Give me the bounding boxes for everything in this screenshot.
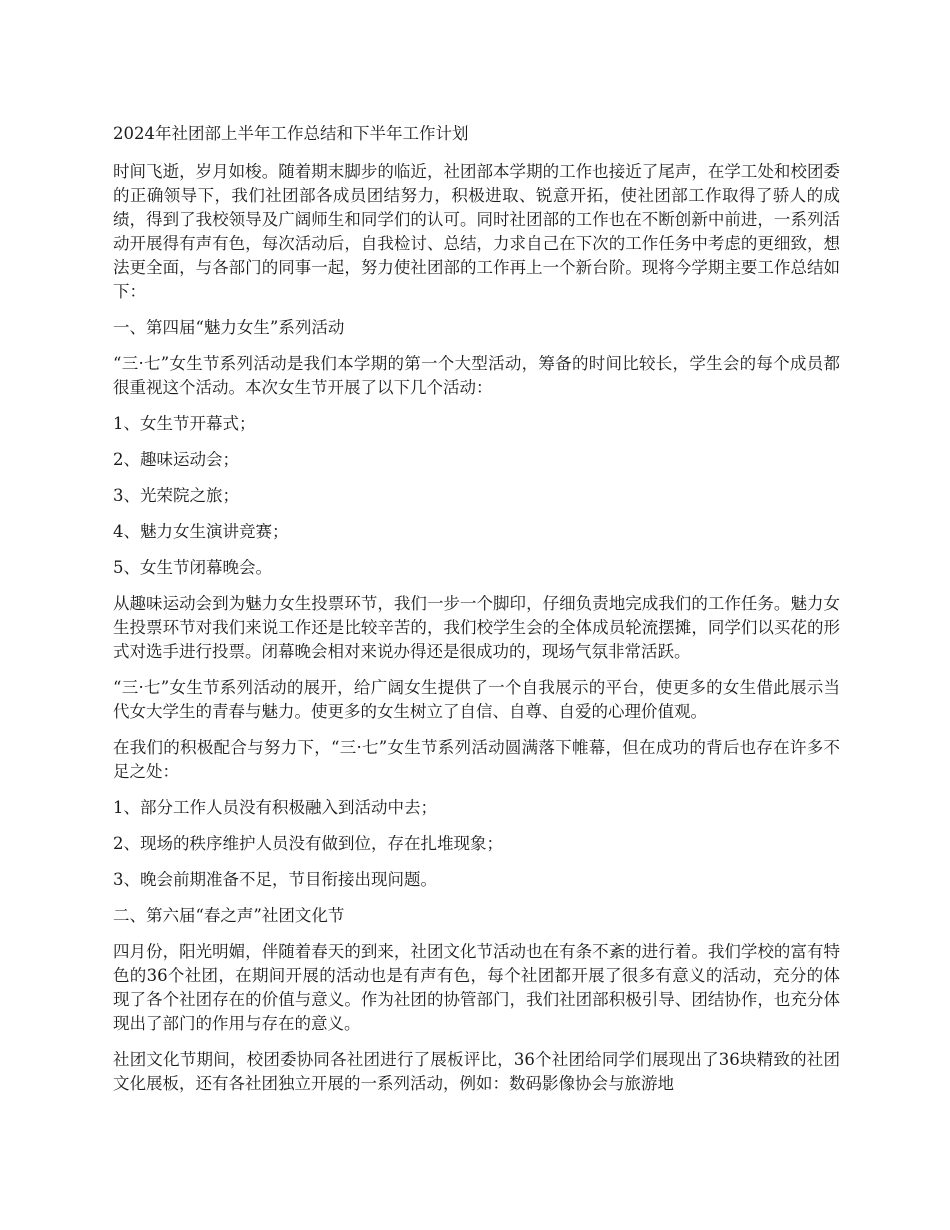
document-page (113, 122, 840, 1108)
section-heading-1: 一、第四届“魅力女生”系列活动 (113, 318, 345, 337)
document-title: 2024年社团部上半年工作总结和下半年工作计划 (113, 124, 469, 143)
list-item: 1、部分工作人员没有积极融入到活动中去； (113, 798, 437, 817)
list-item: 2、趣味运动会； (113, 450, 239, 469)
section-heading-2: 二、第六届“春之声”社团文化节 (113, 906, 345, 925)
list-item: 4、魅力女生演讲竞赛； (113, 522, 289, 541)
paragraph: “三·七”女生节系列活动的展开，给广阔女生提供了一个自我展示的平台，使更多的女生借此展示当代女大学生的青春与魅力。使更多的女生树立了自信、自尊、自爱的心理价值观。 (113, 678, 840, 721)
paragraph: “三·七”女生节系列活动是我们本学期的第一个大型活动，筹备的时间比较长，学生会的每个成员都很重视这个活动。本次女生节开展了以下几个活动： (113, 354, 840, 397)
list-item: 3、光荣院之旅； (113, 486, 239, 505)
list-item: 2、现场的秩序维护人员没有做到位，存在扎堆现象； (113, 834, 503, 853)
list-item: 1、女生节开幕式； (113, 414, 256, 433)
list-item: 5、女生节闭幕晚会。 (113, 558, 272, 577)
paragraph: 从趣味运动会到为魅力女生投票环节，我们一步一个脚印，仔细负责地完成我们的工作任务。魅力女生投票环节对我们来说工作还是比较辛苦的，我们校学生会的全体成员轮流摆摊，同学们以买花的形式对选手进行投票。闭幕晚会相对来说办得还是很成功的，现场气氛非常活跃。 (113, 594, 840, 661)
list-item: 3、晚会前期准备不足，节目衔接出现问题。 (113, 870, 437, 889)
paragraph: 在我们的积极配合与努力下，“三·七”女生节系列活动圆满落下帷幕，但在成功的背后也存在许多不足之处： (113, 738, 840, 781)
paragraph: 社团文化节期间，校团委协同各社团进行了展板评比，36个社团给同学们展现出了36块精致的社团文化展板，还有各社团独立开展的一系列活动，例如：数码影像协会与旅游地 (113, 1050, 840, 1093)
paragraph: 四月份，阳光明媚，伴随着春天的到来，社团文化节活动也在有条不紊的进行着。我们学校的富有特色的36个社团，在期间开展的活动也是有声有色，每个社团都开展了很多有意义的活动，充分的体现了各个社团存在的价值与意义。作为社团的协管部门，我们社团部积极引导、团结协作，也充分体现出了部门的作用与存在的意义。 (113, 942, 840, 1033)
paragraph-intro: 时间飞逝，岁月如梭。随着期末脚步的临近，社团部本学期的工作也接近了尾声，在学工处和校团委的正确领导下，我们社团部各成员团结努力，积极进取、锐意开拓，使社团部工作取得了骄人的成绩，得到了我校领导及广阔师生和同学们的认可。同时社团部的工作也在不断创新中前进，一系列活动开展得有声有色，每次活动后，自我检讨、总结，力求自己在下次的工作任务中考虑的更细致，想法更全面，与各部门的同事一起，努力使社团部的工作再上一个新台阶。现将今学期主要工作总结如下： (113, 162, 840, 301)
